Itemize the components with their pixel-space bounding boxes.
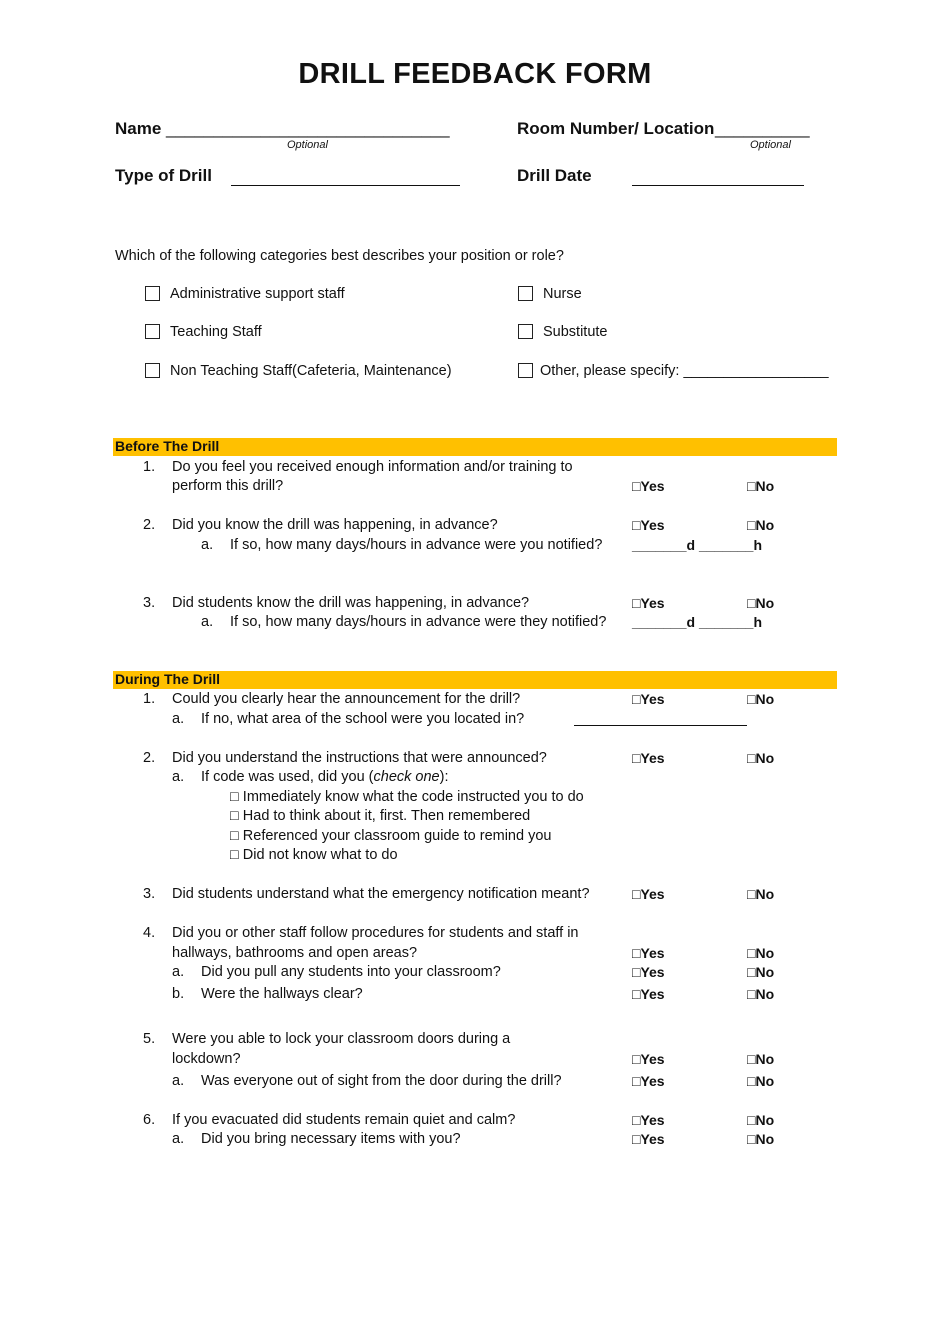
question-number: 1. bbox=[143, 459, 156, 475]
no-checkbox[interactable]: □No bbox=[747, 1051, 775, 1067]
role-question: Which of the following categories best describes your position or role? bbox=[115, 248, 564, 264]
room-label: Room Number/ Location bbox=[517, 119, 715, 138]
no-checkbox[interactable]: □No bbox=[747, 478, 775, 494]
code-option-guide[interactable]: □ Referenced your classroom guide to remind you bbox=[230, 828, 552, 844]
subquestion-letter: a. bbox=[201, 614, 214, 630]
code-option-did-not-know[interactable]: □ Did not know what to do bbox=[230, 847, 398, 863]
subquestion-letter: a. bbox=[201, 537, 214, 553]
question-number: 6. bbox=[143, 1112, 156, 1128]
subquestion-text-emphasis: check one bbox=[373, 769, 440, 785]
days-hours-field[interactable]: _______d _______h bbox=[632, 614, 762, 630]
question-number: 2. bbox=[143, 750, 156, 766]
role-checkbox-substitute[interactable] bbox=[518, 324, 533, 339]
question-text: Do you feel you received enough information and/or training to bbox=[172, 459, 573, 475]
section-bar-during bbox=[113, 671, 837, 689]
subquestion-text: If no, what area of the school were you located in? bbox=[201, 711, 525, 727]
yes-checkbox[interactable]: □Yes bbox=[632, 886, 665, 902]
question-text: Did students know the drill was happening, in advance? bbox=[172, 595, 530, 611]
section-heading-during: During The Drill bbox=[115, 671, 220, 687]
section-heading-before: Before The Drill bbox=[115, 438, 220, 454]
role-option-other: Other, please specify: __________________ bbox=[540, 363, 829, 379]
no-checkbox[interactable]: □No bbox=[747, 964, 775, 980]
question-number: 2. bbox=[143, 517, 156, 533]
question-text: lockdown? bbox=[172, 1051, 241, 1067]
question-number: 4. bbox=[143, 925, 156, 941]
code-option-think[interactable]: □ Had to think about it, first. Then remembered bbox=[230, 808, 531, 824]
question-number: 5. bbox=[143, 1031, 156, 1047]
yes-checkbox[interactable]: □Yes bbox=[632, 691, 665, 707]
subquestion-text: If so, how many days/hours in advance were you notified? bbox=[230, 537, 603, 553]
name-optional-hint: Optional bbox=[287, 139, 328, 151]
subquestion-letter: a. bbox=[172, 964, 185, 980]
role-checkbox-nurse[interactable] bbox=[518, 286, 533, 301]
question-text: Could you clearly hear the announcement for the drill? bbox=[172, 691, 521, 707]
subquestion-letter: b. bbox=[172, 986, 185, 1002]
no-checkbox[interactable]: □No bbox=[747, 691, 775, 707]
role-option-nurse: Nurse bbox=[543, 286, 582, 302]
question-text: Did you or other staff follow procedures for students and staff in bbox=[172, 925, 579, 941]
no-checkbox[interactable]: □No bbox=[747, 986, 775, 1002]
subquestion-letter: a. bbox=[172, 711, 185, 727]
question-text: Did you understand the instructions that were announced? bbox=[172, 750, 547, 766]
role-checkbox-non-teaching[interactable] bbox=[145, 363, 160, 378]
drill-type-label: Type of Drill bbox=[115, 166, 212, 185]
role-checkbox-teaching[interactable] bbox=[145, 324, 160, 339]
no-checkbox[interactable]: □No bbox=[747, 1112, 775, 1128]
subquestion-text: If so, how many days/hours in advance were they notified? bbox=[230, 614, 607, 630]
question-text: Did students understand what the emergency notification meant? bbox=[172, 886, 590, 902]
question-text: perform this drill? bbox=[172, 478, 284, 494]
role-checkbox-admin[interactable] bbox=[145, 286, 160, 301]
role-option-non-teaching: Non Teaching Staff(Cafeteria, Maintenance) bbox=[170, 363, 452, 379]
code-option-immediately[interactable]: □ Immediately know what the code instructed you to do bbox=[230, 789, 584, 805]
drill-date-label: Drill Date bbox=[517, 166, 592, 185]
subquestion-letter: a. bbox=[172, 1131, 185, 1147]
no-checkbox[interactable]: □No bbox=[747, 517, 775, 533]
no-checkbox[interactable]: □No bbox=[747, 1073, 775, 1089]
subquestion-text: Were the hallways clear? bbox=[201, 986, 363, 1002]
section-bar-before bbox=[113, 438, 837, 456]
no-checkbox[interactable]: □No bbox=[747, 595, 775, 611]
name-field[interactable]: ______________________________ bbox=[166, 119, 450, 138]
yes-checkbox[interactable]: □Yes bbox=[632, 1112, 665, 1128]
question-text: hallways, bathrooms and open areas? bbox=[172, 945, 418, 961]
role-option-substitute: Substitute bbox=[543, 324, 608, 340]
question-text: Did you know the drill was happening, in advance? bbox=[172, 517, 498, 533]
question-text: If you evacuated did students remain quiet and calm? bbox=[172, 1112, 516, 1128]
no-checkbox[interactable]: □No bbox=[747, 750, 775, 766]
drill-date-field[interactable] bbox=[632, 185, 804, 186]
subquestion-letter: a. bbox=[172, 1073, 185, 1089]
yes-checkbox[interactable]: □Yes bbox=[632, 986, 665, 1002]
subquestion-text: Did you pull any students into your classroom? bbox=[201, 964, 501, 980]
yes-checkbox[interactable]: □Yes bbox=[632, 964, 665, 980]
yes-checkbox[interactable]: □Yes bbox=[632, 1131, 665, 1147]
subquestion-text: Did you bring necessary items with you? bbox=[201, 1131, 461, 1147]
role-option-teaching: Teaching Staff bbox=[170, 324, 262, 340]
question-text: Were you able to lock your classroom doors during a bbox=[172, 1031, 511, 1047]
no-checkbox[interactable]: □No bbox=[747, 886, 775, 902]
days-hours-field[interactable]: _______d _______h bbox=[632, 537, 762, 553]
drill-type-field[interactable] bbox=[231, 185, 460, 186]
location-field[interactable] bbox=[574, 725, 747, 726]
subquestion-text bbox=[201, 769, 448, 785]
no-checkbox[interactable]: □No bbox=[747, 1131, 775, 1147]
subquestion-text: Was everyone out of sight from the door during the drill? bbox=[201, 1073, 562, 1089]
yes-checkbox[interactable]: □Yes bbox=[632, 750, 665, 766]
no-checkbox[interactable]: □No bbox=[747, 945, 775, 961]
role-option-admin: Administrative support staff bbox=[170, 286, 345, 302]
room-field[interactable]: __________ bbox=[715, 119, 810, 138]
question-number: 1. bbox=[143, 691, 156, 707]
room-optional-hint: Optional bbox=[750, 139, 791, 151]
yes-checkbox[interactable]: □Yes bbox=[632, 1051, 665, 1067]
yes-checkbox[interactable]: □Yes bbox=[632, 945, 665, 961]
question-number: 3. bbox=[143, 886, 156, 902]
yes-checkbox[interactable]: □Yes bbox=[632, 517, 665, 533]
subquestion-letter: a. bbox=[172, 769, 185, 785]
question-number: 3. bbox=[143, 595, 156, 611]
name-label: Name bbox=[115, 119, 162, 138]
subquestion-text-post: ): bbox=[439, 769, 449, 785]
role-checkbox-other[interactable] bbox=[518, 363, 533, 378]
yes-checkbox[interactable]: □Yes bbox=[632, 1073, 665, 1089]
yes-checkbox[interactable]: □Yes bbox=[632, 595, 665, 611]
yes-checkbox[interactable]: □Yes bbox=[632, 478, 665, 494]
page-title: DRILL FEEDBACK FORM bbox=[298, 58, 652, 90]
subquestion-text-pre: If code was used, did you ( bbox=[201, 769, 374, 785]
